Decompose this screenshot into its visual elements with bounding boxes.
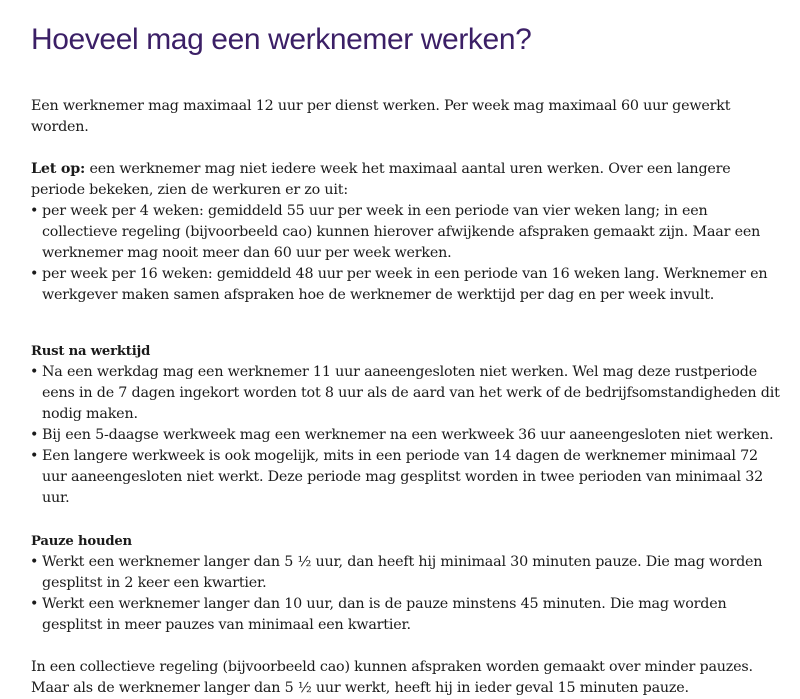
list-item: • Na een werkdag mag een werknemer 11 uur aaneengesloten niet werken. Wel mag deze rustperiode eens in de 7 dagen ingekort worden tot 8 uur als de aard van het werk of de bedrijfsomstandigheden dit nodig maken. bbox=[30, 364, 780, 422]
list-item: • Werkt een werknemer langer dan 10 uur, dan is de pauze minstens 45 minuten. Die mag worden gesplitst in meer pauzes van minimaal een kwartier. bbox=[30, 596, 727, 633]
bullet-icon: • bbox=[30, 554, 39, 570]
bullet-icon: • bbox=[30, 427, 39, 443]
rust-heading: Rust na werktijd bbox=[31, 344, 151, 359]
pauze-list bbox=[31, 552, 782, 636]
closing-line-1: In een collectieve regeling (bijvoorbeeld cao) kunnen afspraken worden gemaakt over minder pauzes. bbox=[31, 659, 753, 675]
pauze-heading: Pauze houden bbox=[31, 534, 132, 549]
list-item: • Werkt een werknemer langer dan 5 ½ uur, dan heeft hij minimaal 30 minuten pauze. Die mag worden gesplitst in 2 keer een kwartier. bbox=[30, 554, 763, 591]
rust-list bbox=[31, 362, 782, 509]
bullet-icon: • bbox=[30, 364, 39, 380]
bullet-icon: • bbox=[30, 266, 39, 282]
let-op-paragraph bbox=[31, 159, 782, 201]
list-item: • per week per 4 weken: gemiddeld 55 uur per week in een periode van vier weken lang; in een collectieve regeling (bijvoorbeeld cao) kunnen hierover afwijkende afspraken gemaakt zijn. Maar een werknemer mag nooit meer dan 60 uur per week werken. bbox=[30, 203, 761, 261]
list-item: • per week per 16 weken: gemiddeld 48 uur per week in een periode van 16 weken lang. Werknemer en werkgever maken samen afspraken hoe de werknemer de werktijd per dag en per week invult. bbox=[30, 266, 768, 303]
intro-paragraph: Een werknemer mag maximaal 12 uur per dienst werken. Per week mag maximaal 60 uur gewerkt worden. bbox=[31, 98, 731, 135]
closing-line-2: Maar als de werknemer langer dan 5 ½ uur werkt, heeft hij in ieder geval 15 minuten pauze. bbox=[31, 680, 689, 696]
bullet-icon: • bbox=[30, 596, 39, 612]
let-op-text: een werknemer mag niet iedere week het maximaal aantal uren werken. Over een langere periode bekeken, zien de werkuren er zo uit: bbox=[31, 161, 731, 198]
let-op-list bbox=[31, 201, 782, 306]
list-item: • Bij een 5-daagse werkweek mag een werknemer na een werkweek 36 uur aaneengesloten niet werken. bbox=[31, 425, 782, 446]
list-item: • Een langere werkweek is ook mogelijk, mits in een periode van 14 dagen de werknemer minimaal 72 uur aaneengesloten niet werkt. Deze periode mag gesplitst worden in twee perioden van minimaal 32 uur. bbox=[30, 448, 764, 506]
let-op-label: Let op: bbox=[31, 161, 86, 177]
page-title: Hoeveel mag een werknemer werken? bbox=[31, 23, 532, 56]
bullet-icon: • bbox=[30, 448, 39, 464]
bullet-icon: • bbox=[30, 203, 39, 219]
